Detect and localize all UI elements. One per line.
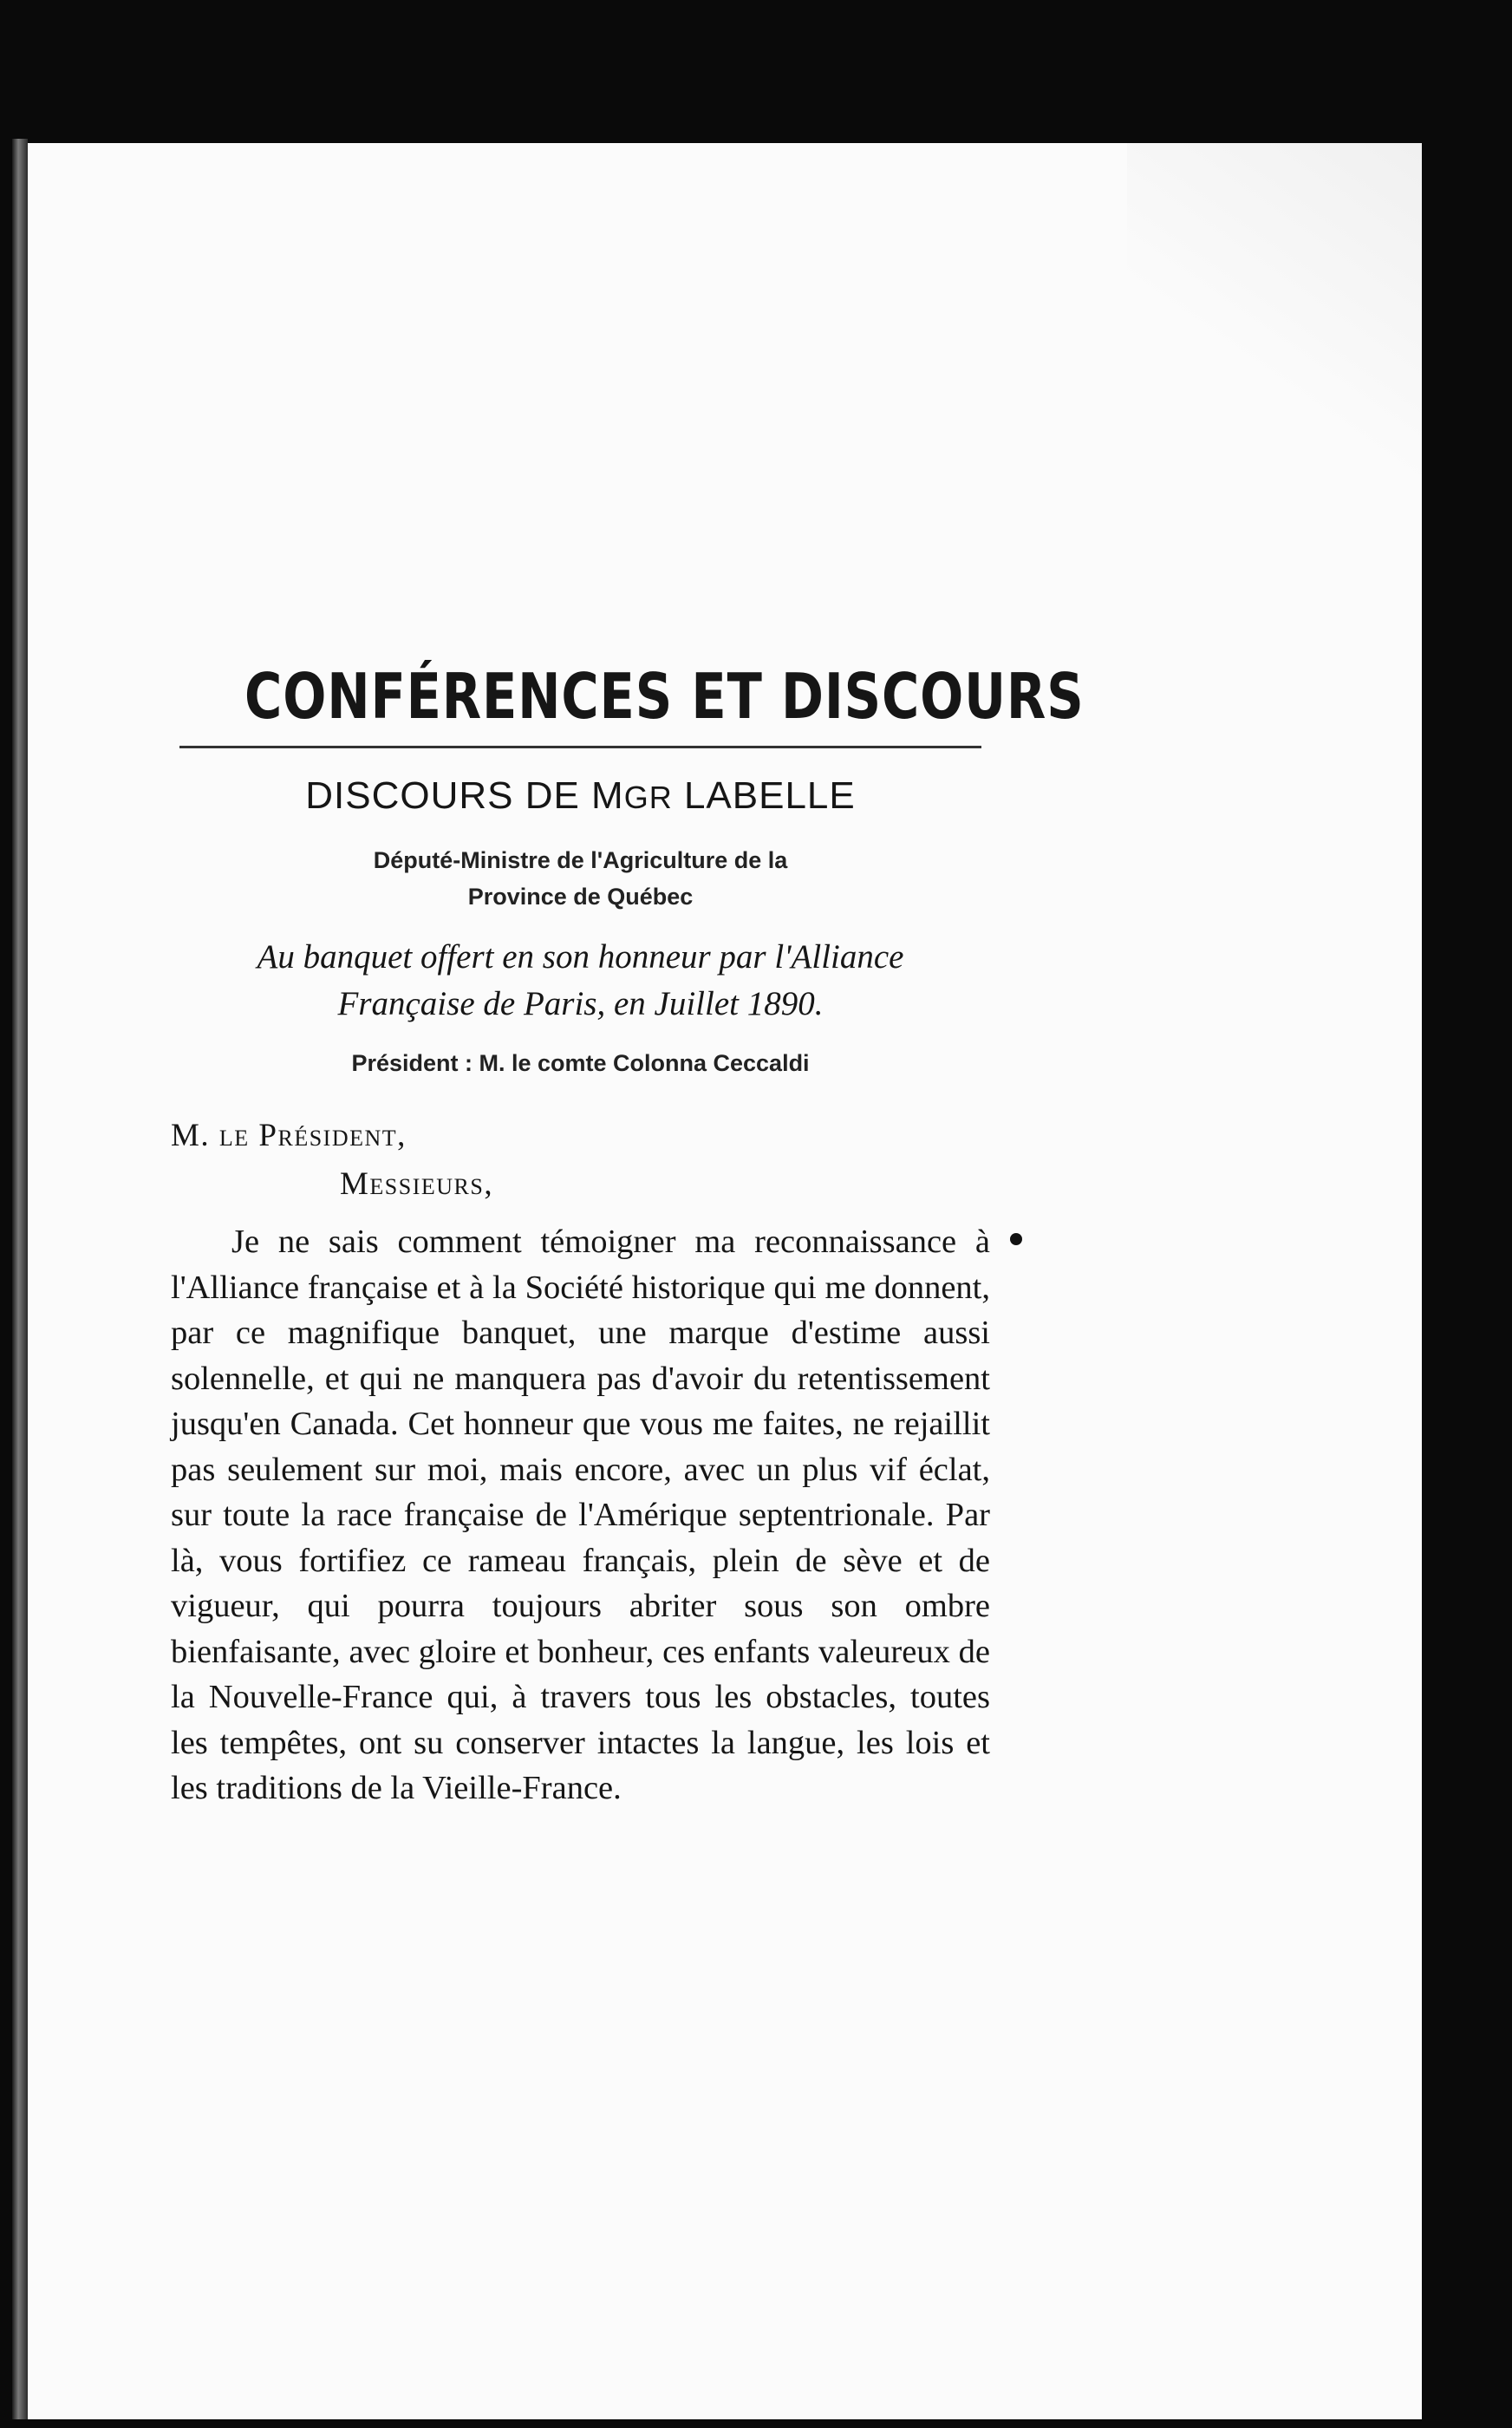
speech-heading-smallcaps: GR xyxy=(623,780,673,816)
page-text-block xyxy=(171,659,1085,1811)
book-spine-edge xyxy=(12,139,28,2419)
speech-heading-suffix: LABELLE xyxy=(672,774,856,818)
president-line: Président : M. le comte Colonna Ceccaldi xyxy=(351,1050,810,1077)
speech-heading-prefix: DISCOURS DE M xyxy=(305,774,624,818)
occasion-line2: Française de Paris, en Juillet 1890. xyxy=(337,985,824,1023)
speaker-title-line1: Député-Ministre de l'Agriculture de la xyxy=(373,847,788,874)
salutation-gentlemen: Messieurs, xyxy=(340,1166,494,1203)
salutation-president: M. le Président, xyxy=(171,1118,407,1154)
ink-speck xyxy=(1010,1233,1022,1245)
speaker-title xyxy=(171,842,990,915)
page-title: CONFÉRENCES ET DISCOURS xyxy=(244,660,1085,733)
occasion-note xyxy=(171,934,990,1028)
speaker-title-line2: Province de Québec xyxy=(467,884,694,910)
title-divider xyxy=(179,746,981,748)
speech-paragraph: Je ne sais comment témoigner ma reconnaissance à l'Alliance française et à la Société historique qui me donnent, par ce magnifique banquet, une marque d'estime aussi solennelle, et qui ne manquera pas d'avoir du retentissement jusqu'en Canada. Cet honneur que vous me faites, ne rejaillit pas seulement sur moi, mais encore, avec un plus vif éclat, sur toute la race française de l'Amérique septentrionale. Par là, vous fortifiez ce rameau français, plein de sève et de vigueur, qui pourra toujours abriter sous son ombre bienfaisante, avec gloire et bonheur, ces enfants valeureux de la Nouvelle-France qui, à travers tous les obstacles, toutes les tempêtes, ont su conserver intactes la langue, les lois et les traditions de la Vieille-France. xyxy=(171,1224,990,1807)
speech-heading xyxy=(171,774,990,818)
page-fold-shadow xyxy=(1127,143,1422,507)
occasion-line1: Au banquet offert en son honneur par l'Alliance xyxy=(257,938,904,976)
